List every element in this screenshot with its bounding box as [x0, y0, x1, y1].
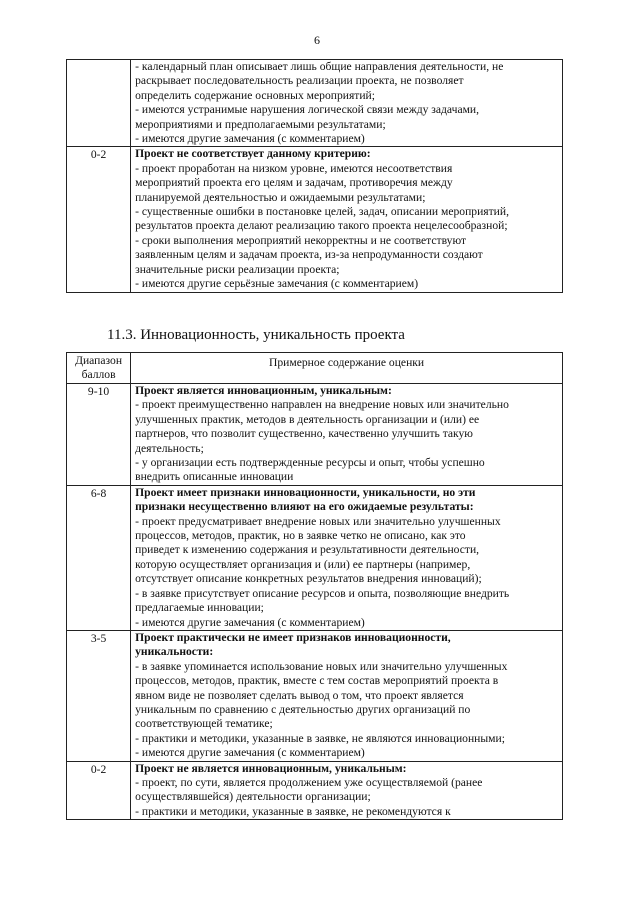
criterion-title-line: признаки несущественно влияют на его ожидаемые результаты: [135, 500, 474, 514]
evaluation-content-cell [131, 485, 563, 630]
criterion-text-line: - проект, по сути, является продолжением уже осуществляемой (ранее [135, 775, 483, 789]
criterion-text-line: партнеров, что позволит существенно, качественно улучшить такую [135, 427, 473, 441]
criterion-text-line: - имеются устранимые нарушения логической связи между задачами, [135, 103, 480, 117]
score-range-cell [67, 60, 131, 147]
criterion-text-line: деятельность; [135, 441, 204, 455]
criterion-text-line: мероприятий проекта его целям и задачам, противоречия между [135, 176, 453, 190]
criterion-text-line: заявленным целям и задачам проекта, из-за непродуманности создают [135, 248, 483, 262]
evaluation-content-cell [131, 147, 563, 292]
criterion-text-line: приведет к изменению содержания и результативности деятельности, [135, 543, 480, 557]
criterion-text-line: - существенные ошибки в постановке целей, задач, описании мероприятий, [135, 205, 509, 219]
criterion-text-line: - проект предусматривает внедрение новых или значительно улучшенных [135, 514, 501, 528]
criterion-text-line: которую осуществляет организация и (или) ее партнеры (например, [135, 557, 471, 571]
criterion-text-line: внедрить описанные инновации [135, 470, 294, 484]
score-range-cell: 9-10 [67, 384, 131, 486]
content-header: Примерное содержание оценки [131, 353, 563, 384]
criterion-text-line: процессов, методов, практик, вместе с тем состав мероприятий проекта в [135, 674, 499, 688]
criterion-text-line: - имеются другие серьёзные замечания (с комментарием) [135, 277, 419, 291]
criterion-text-line: планируемой деятельностью и ожидаемыми результатами; [135, 190, 426, 204]
criterion-text-line: - сроки выполнения мероприятий некорректны и не соответствуют [135, 233, 467, 247]
criterion-text-line: осуществлявшейся) деятельности организации; [135, 790, 371, 804]
evaluation-content-cell [131, 384, 563, 486]
evaluation-content-cell [131, 60, 563, 147]
evaluation-content-cell [131, 630, 563, 761]
criterion-text-line: предлагаемые инновации; [135, 601, 264, 615]
header-line: баллов [81, 368, 116, 381]
criterion-title-line: уникальности: [135, 645, 214, 659]
criterion-text-line: - имеются другие замечания (с комментарием) [135, 615, 365, 629]
criterion-text-line: раскрывает последовательность реализации проекта, не позволяет [135, 74, 464, 88]
criterion-text-line: - проект преимущественно направлен на внедрение новых или значительно [135, 398, 509, 412]
criterion-title-line: Проект не соответствует данному критерию: [135, 147, 371, 161]
score-range-cell: 0-2 [67, 147, 131, 292]
criterion-text-line: мероприятиями и предполагаемыми результатами; [135, 117, 386, 131]
score-range-cell: 0-2 [67, 761, 131, 820]
criterion-text-line: явном виде не позволяет сделать вывод о том, что проект является [135, 688, 464, 702]
criterion-text-line: процессов, методов, практик, но в заявке четко не описано, как это [135, 529, 466, 543]
score-range-header [67, 353, 131, 384]
table-row [67, 384, 563, 486]
table-row [67, 147, 563, 292]
criterion-title-line: Проект является инновационным, уникальным: [135, 384, 392, 397]
score-range-cell: 6-8 [67, 485, 131, 630]
criterion-text-line: - имеются другие замечания (с комментарием) [135, 132, 365, 146]
table-row [67, 630, 563, 761]
criterion-text-line: соответствующей тематике; [135, 717, 273, 731]
criterion-title-line: Проект не является инновационным, уникальным: [135, 761, 407, 775]
innovation-criteria-table [66, 352, 563, 820]
section-heading: 11.3. Инновационность, уникальность проекта [107, 327, 405, 343]
criterion-text-line: отсутствует описание конкретных результатов внедрения инноваций); [135, 572, 482, 586]
criterion-text-line: - имеются другие замечания (с комментарием) [135, 746, 365, 760]
criterion-text-line: уникальным по сравнению с деятельностью других организаций по [135, 702, 471, 716]
criterion-text-line: - практики и методики, указанные в заявке, не являются инновационными; [135, 731, 505, 745]
criterion-text-line: результатов проекта делают реализацию такого проекта нецелесообразной; [135, 219, 508, 233]
table-row [67, 60, 563, 147]
criterion-text-line: - у организации есть подтвержденные ресурсы и опыт, чтобы успешно [135, 456, 485, 470]
criterion-text-line: улучшенных практик, методов в деятельность организации и (или) ее [135, 412, 480, 426]
header-line: Диапазон [75, 354, 123, 367]
table-header-row [67, 353, 563, 384]
evaluation-content-cell [131, 761, 563, 820]
table-row [67, 761, 563, 820]
table-row [67, 485, 563, 630]
criteria-table-continued [66, 59, 563, 293]
criterion-title-line: Проект имеет признаки инновационности, уникальности, но эти [135, 485, 476, 499]
criterion-text-line: - в заявке присутствует описание ресурсов и опыта, позволяющие внедрить [135, 586, 510, 600]
criterion-text-line: значительные риски реализации проекта; [135, 262, 340, 276]
criterion-text-line: - в заявке упоминается использование новых или значительно улучшенных [135, 659, 508, 673]
score-range-cell: 3-5 [67, 630, 131, 761]
criterion-text-line: - практики и методики, указанные в заявке, не рекомендуются к [135, 804, 451, 818]
criterion-text-line: - календарный план описывает лишь общие направления деятельности, не [135, 60, 504, 73]
criterion-text-line: - проект проработан на низком уровне, имеются несоответствия [135, 161, 453, 175]
criterion-text-line: определить содержание основных мероприятий; [135, 88, 375, 102]
page-number: 6 [314, 33, 320, 47]
criterion-title-line: Проект практически не имеет признаков инновационности, [135, 630, 451, 644]
